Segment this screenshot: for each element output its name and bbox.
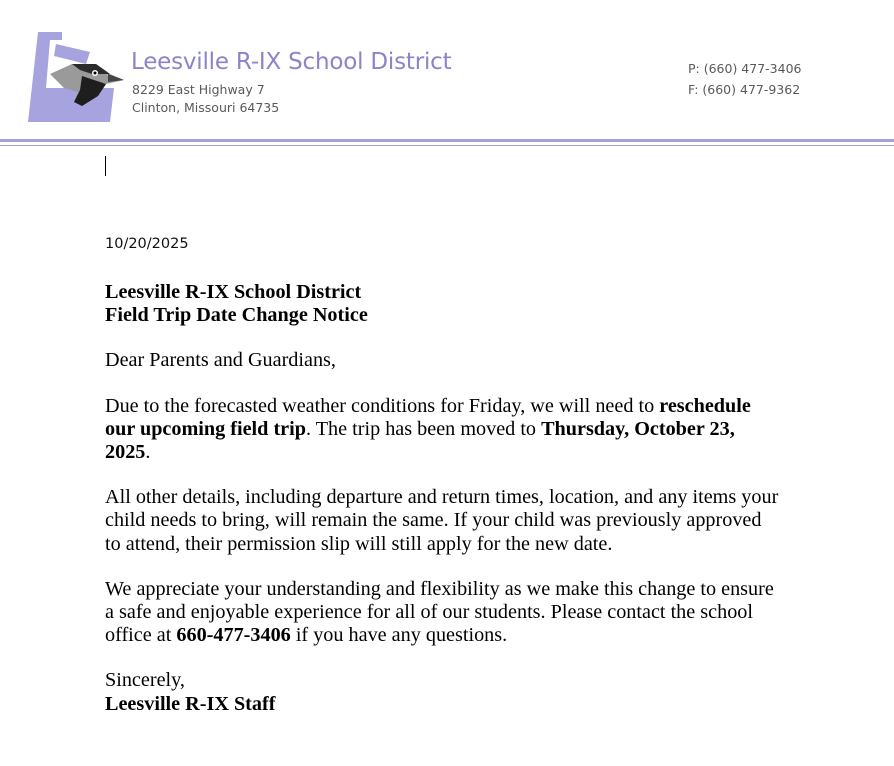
p1-bold: reschedule bbox=[659, 394, 751, 417]
letterhead bbox=[0, 0, 894, 150]
fax-number: F: (660) 477-9362 bbox=[688, 82, 801, 97]
paragraph-2-line-3: to attend, their permission slip will still apply for the new date. bbox=[105, 532, 613, 555]
letter-date: 10/20/2025 bbox=[105, 236, 189, 252]
text-cursor bbox=[105, 156, 106, 176]
p1-text: . The trip has been moved to bbox=[305, 417, 542, 440]
paragraph-3-line-2: a safe and enjoyable experience for all of our students. Please contact the school bbox=[105, 601, 753, 624]
paragraph-2-line-1: All other details, including departure and return times, location, and any items your bbox=[105, 486, 779, 509]
paragraph-1-line-3 bbox=[105, 441, 805, 464]
closing: Sincerely, bbox=[105, 669, 185, 692]
p1-text: Due to the forecasted weather conditions for Friday, we will need to bbox=[105, 394, 660, 417]
heading-line-2: Field Trip Date Change Notice bbox=[105, 304, 368, 327]
letter-heading bbox=[105, 281, 805, 327]
district-logo-icon bbox=[20, 30, 126, 126]
salutation-text: Dear Parents and Guardians, bbox=[105, 349, 336, 372]
paragraph-1-line-2 bbox=[105, 418, 805, 441]
paragraph-1 bbox=[105, 395, 805, 465]
p3-text: office at bbox=[105, 624, 177, 647]
paragraph-2 bbox=[105, 486, 805, 556]
address-line-1: 8229 East Highway 7 bbox=[132, 82, 265, 97]
header-rule-thick bbox=[0, 139, 894, 142]
closing-block bbox=[105, 669, 805, 715]
salutation bbox=[105, 349, 805, 372]
address-line-2: Clinton, Missouri 64735 bbox=[132, 100, 280, 115]
contact-phone: 660-477-3406 bbox=[176, 624, 291, 647]
heading-line-1: Leesville R-IX School District bbox=[105, 281, 362, 303]
paragraph-1-line-1 bbox=[105, 395, 805, 418]
paragraph-3-line-1: We appreciate your understanding and flexibility as we make this change to ensure bbox=[105, 577, 774, 600]
phone-number: P: (660) 477-3406 bbox=[688, 61, 802, 76]
p3-text: if you have any questions. bbox=[290, 624, 508, 647]
p1-bold-date: Thursday, October 23, bbox=[541, 417, 735, 440]
paragraph-2-line-2: child needs to bring, will remain the same. If your child was previously approved bbox=[105, 509, 762, 532]
p1-bold-year: 2025 bbox=[105, 441, 146, 464]
header-rule-thin bbox=[0, 145, 894, 146]
signature: Leesville R-IX Staff bbox=[105, 692, 276, 715]
paragraph-3 bbox=[105, 578, 805, 648]
p1-text: . bbox=[145, 441, 151, 464]
letter-body bbox=[105, 281, 805, 738]
district-name: Leesville R-IX School District bbox=[131, 49, 452, 75]
p1-bold: our upcoming field trip bbox=[105, 417, 306, 440]
paragraph-3-line-3 bbox=[105, 624, 805, 647]
